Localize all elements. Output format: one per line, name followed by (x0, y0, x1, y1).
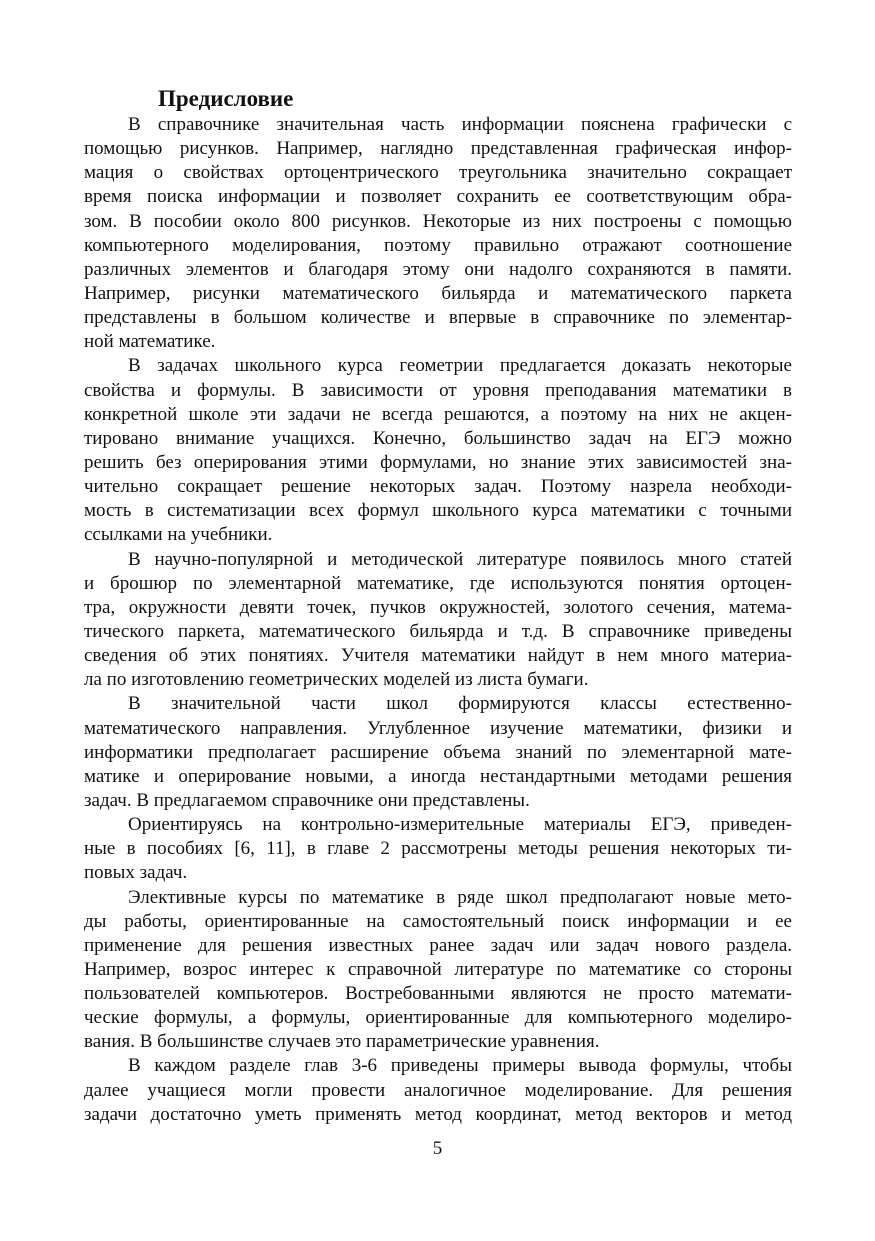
text-line: Например, возрос интерес к справочной литературе по математике со стороны (84, 958, 792, 980)
text-line: помощью рисунков. Например, наглядно представленная графическая инфор- (84, 138, 792, 160)
page-title: Предисловие (158, 86, 294, 111)
text-line: ды работы, ориентированные на самостоятельный поиск информации и ее (84, 910, 792, 932)
paragraph (84, 886, 792, 1055)
text-line: применение для решения известных ранее задач или задач нового раздела. (84, 934, 792, 956)
text-line: задач. В предлагаемом справочнике они представлены. (84, 789, 530, 811)
text-line: В каждом разделе глав 3-6 приведены примеры вывода формулы, чтобы (128, 1055, 792, 1077)
text-line: повых задач. (84, 862, 188, 884)
text-line: компьютерного моделирования, поэтому правильно отражают соотношение (84, 234, 792, 256)
text-line: Элективные курсы по математике в ряде школ предполагают новые мето- (128, 886, 792, 908)
text-line: ные в пособиях [6, 11], в главе 2 рассмотрены методы решения некоторых ти- (84, 838, 792, 860)
text-line: различных элементов и благодаря этому они надолго сохраняются в памяти. (84, 258, 792, 280)
paragraph (84, 548, 792, 693)
text-line: ла по изготовлению геометрических моделей из листа бумаги. (84, 669, 589, 691)
paragraph (84, 354, 792, 547)
text-line: ческие формулы, а формулы, ориентированные для компьютерного моделиро- (84, 1007, 792, 1029)
body-text (84, 113, 792, 1127)
text-line: матике и оперирование новыми, а иногда нестандартными методами решения (84, 765, 792, 787)
text-line: Например, рисунки математического бильярда и математического паркета (84, 282, 792, 304)
text-line: информатики предполагает расширение объема знаний по элементарной мате- (84, 741, 792, 763)
text-line: решить без оперирования этими формулами, но знание этих зависимостей зна- (84, 451, 792, 473)
text-line: ной математике. (84, 331, 216, 353)
text-line: конкретной школе эти задачи не всегда решаются, а поэтому на них не акцен- (84, 403, 792, 425)
text-line: В научно-популярной и методической литературе появилось много статей (128, 548, 792, 570)
text-line: мация о свойствах ортоцентрического треугольника значительно сокращает (84, 162, 792, 184)
text-line: задачи достаточно уметь применять метод координат, метод векторов и метод (84, 1103, 792, 1125)
text-line: время поиска информации и позволяет сохранить ее соответствующим обра- (84, 186, 792, 208)
text-line: тировано внимание учащихся. Конечно, большинство задач на ЕГЭ можно (84, 427, 792, 449)
text-line: сведения об этих понятиях. Учителя математики найдут в нем много материа- (84, 645, 792, 667)
text-line: вания. В большинстве случаев это параметрические уравнения. (84, 1031, 600, 1053)
text-line: тического паркета, математического бильярда и т.д. В справочнике приведены (84, 620, 792, 642)
text-line: свойства и формулы. В зависимости от уровня преподавания математики в (84, 379, 792, 401)
text-line: мость в систематизации всех формул школьного курса математики с точными (84, 500, 792, 522)
paragraph (84, 1054, 792, 1126)
text-line: пользователей компьютеров. Востребованными являются не просто математи- (84, 983, 792, 1005)
paragraph (84, 113, 792, 354)
paragraph (84, 692, 792, 813)
text-line: Ориентируясь на контрольно-измерительные материалы ЕГЭ, приведен- (128, 814, 792, 836)
text-line: представлены в большом количестве и впервые в справочнике по элементар- (84, 307, 792, 329)
text-line: математического направления. Углубленное изучение математики, физики и (84, 717, 792, 739)
text-line: В задачах школьного курса геометрии предлагается доказать некоторые (128, 355, 792, 377)
paragraph (84, 813, 792, 885)
text-line: ссылками на учебники. (84, 524, 273, 546)
text-line: чительно сокращает решение некоторых задач. Поэтому назрела необходи- (84, 476, 792, 498)
text-line: зом. В пособии около 800 рисунков. Некоторые из них построены с помощью (84, 210, 792, 232)
text-line: В справочнике значительная часть информации пояснена графически с (128, 114, 792, 135)
text-line: тра, окружности девяти точек, пучков окружностей, золотого сечения, матема- (84, 596, 792, 618)
text-line: В значительной части школ формируются классы естественно- (128, 693, 792, 715)
text-line: и брошюр по элементарной математике, где используются понятия ортоцен- (84, 572, 792, 594)
page-number: 5 (432, 1138, 443, 1159)
text-line: далее учащиеся могли провести аналогичное моделирование. Для решения (84, 1079, 792, 1101)
